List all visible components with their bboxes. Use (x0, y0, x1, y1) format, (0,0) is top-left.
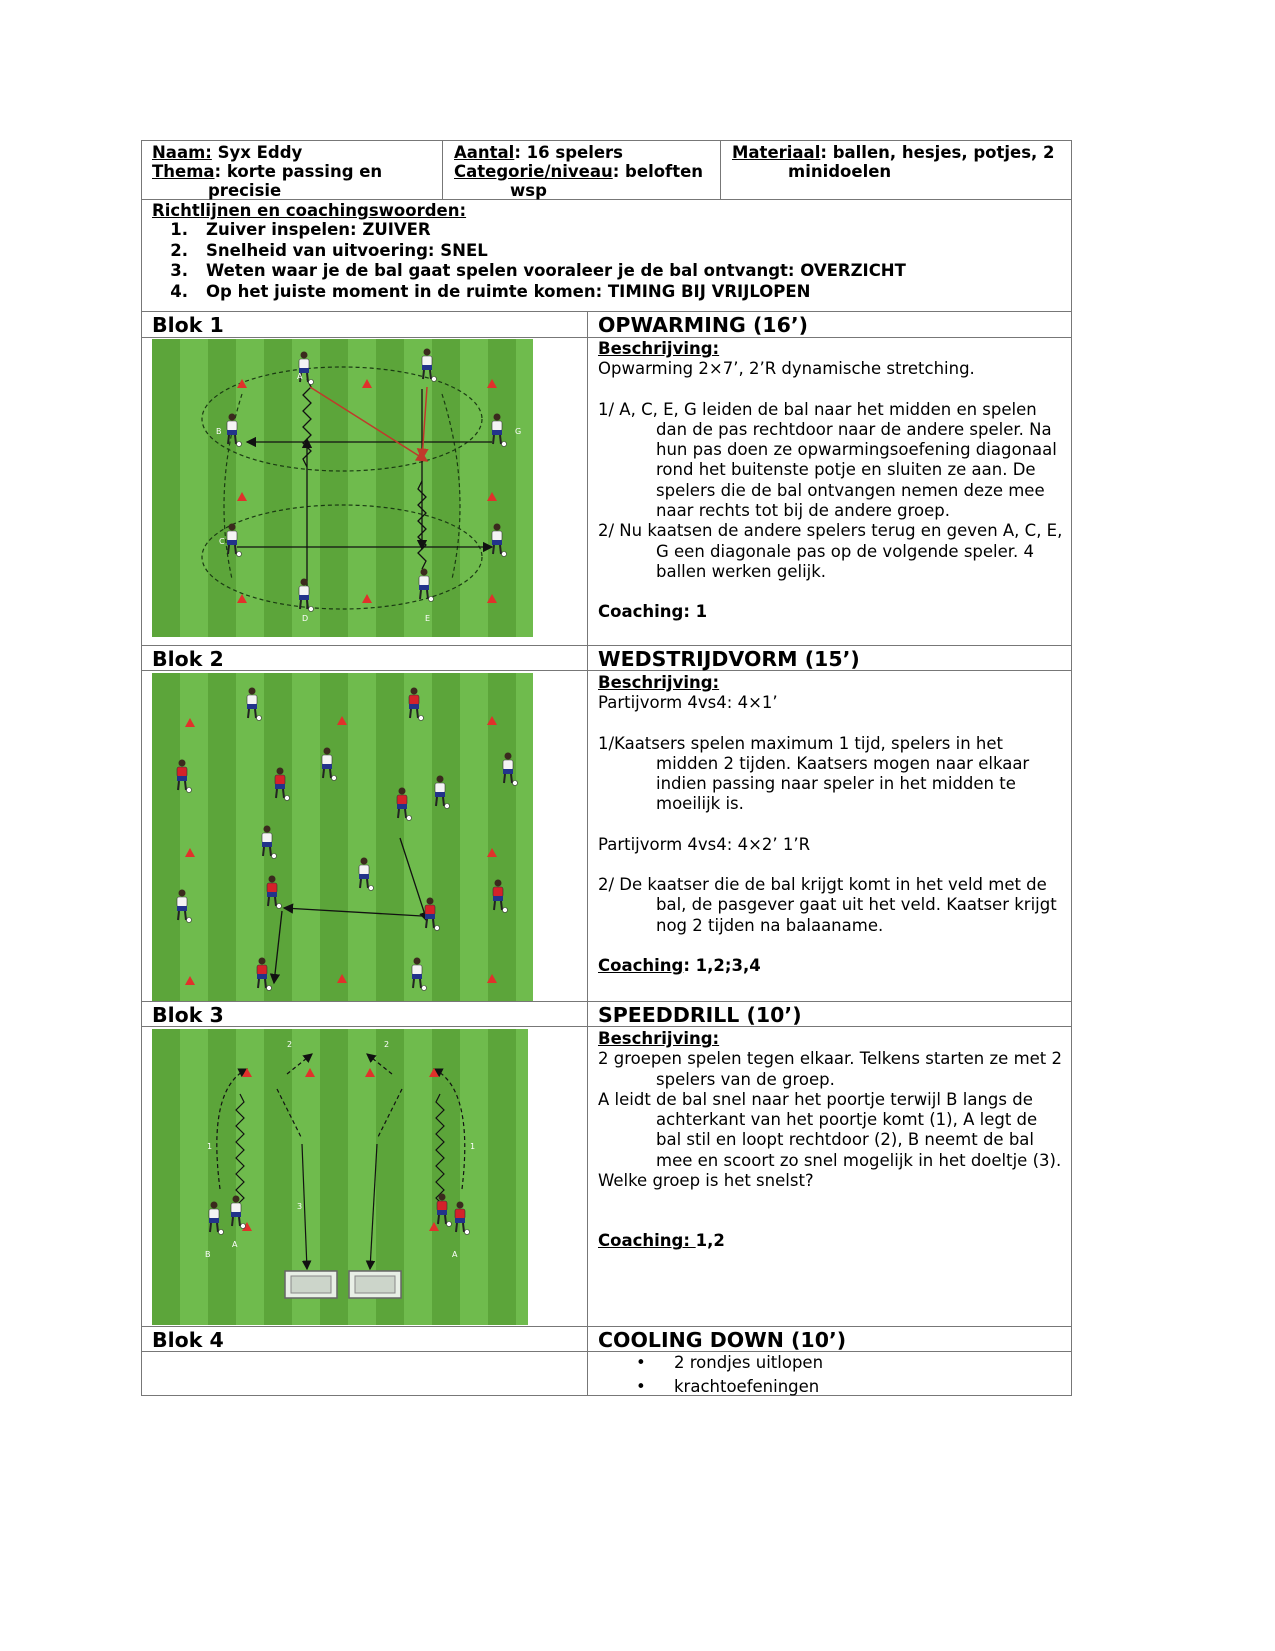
guidelines-list (152, 220, 1062, 302)
row-divider (141, 1326, 1072, 1327)
block-4-label: Blok 4 (152, 1328, 224, 1352)
block-3-label: Blok 3 (152, 1003, 224, 1027)
block-3-desc-lines (598, 1049, 1064, 1231)
block-2-label: Blok 2 (152, 647, 224, 671)
guideline-text: Zuiver inspelen: ZUIVER (206, 220, 431, 239)
cone (487, 974, 497, 983)
cone (429, 1068, 439, 1077)
header-divider-1 (442, 140, 443, 200)
diagram-label: 1 (207, 1142, 213, 1151)
diagram-label: 1 (470, 1142, 476, 1151)
coaching-label: Coaching: 1 (598, 602, 708, 622)
player-white (177, 890, 192, 923)
player-red (455, 1202, 470, 1235)
block-2-desc-lines (598, 693, 1064, 956)
cone (487, 848, 497, 857)
player-red (493, 880, 508, 913)
thema-value: : korte passing en (214, 162, 383, 181)
diagram-label: A (232, 1240, 238, 1249)
guideline-number: 1. (170, 220, 188, 239)
player-white (435, 776, 450, 809)
materiaal-continued: minidoelen (788, 162, 892, 181)
guideline-item (152, 261, 1062, 282)
pass-arrow (274, 911, 282, 983)
warmup-loop (202, 505, 482, 609)
player-white (299, 579, 314, 612)
description-paragraph: Opwarming 2×7’, 2’R dynamische stretching. (598, 359, 975, 379)
diagonal-pass-arrow (422, 387, 427, 459)
guidelines-title: Richtlijnen en coachingswoorden: (152, 201, 467, 220)
description-paragraph: 1/ A, C, E, G leiden de bal naar het midden en spelen dan de pas rechtdoor naar de andere speler. Na hun pas doen ze opwarmingsoefening diagonaal rond het buitenste potje en sluiten ze aan. De spelers die de bal ontvangen nemen deze mee naar rechts tot bij de andere groep. (598, 399, 1057, 521)
shot-arrow (370, 1144, 377, 1269)
diagram-label: 2 (287, 1040, 293, 1049)
cone (365, 1068, 375, 1077)
player-white (227, 524, 242, 557)
run-path (217, 1069, 247, 1189)
description-paragraph: Welke groep is het snelst? (598, 1171, 814, 1191)
drill-diagram-3 (152, 1029, 528, 1325)
guideline-item (152, 241, 1062, 262)
block-3-title: SPEEDDRILL (10’) (598, 1003, 802, 1027)
row-divider (141, 1001, 1072, 1002)
player-labels (216, 372, 521, 623)
block-3-desc-label: Beschrijving: (598, 1029, 720, 1048)
diagram-label: 3 (297, 1202, 303, 1211)
diagram-label: E (425, 614, 431, 623)
description-paragraph (598, 1191, 1064, 1211)
player-white (422, 349, 437, 382)
guideline-text: Op het juiste moment in de ruimte komen: TIMING BIJ VRIJLOPEN (206, 281, 811, 301)
description-paragraph: Partijvorm 4vs4: 4×1’ (598, 693, 778, 713)
header-cell-aantal (454, 143, 716, 200)
diagram-label: B (205, 1250, 211, 1259)
cone (337, 974, 347, 983)
cone (487, 594, 497, 603)
description-paragraph: A leidt de bal snel naar het poortje terwijl B langs de achterkant van het poortje komt (1), A legt de bal stil en loopt rechtdoor (2), B neemt de bal mee en scoort zo snel mogelijk in het doeltje (3). (598, 1089, 1062, 1170)
cooldown-list (588, 1351, 1068, 1399)
cone (362, 379, 372, 388)
description-paragraph (598, 936, 1064, 956)
warmup-loop (442, 394, 460, 579)
block-1-description (598, 339, 1064, 623)
description-paragraph (598, 815, 1064, 835)
guideline-item (152, 282, 1062, 303)
player-white (247, 688, 262, 721)
column-divider (587, 311, 588, 1396)
drill-diagram-3-svg (152, 1029, 528, 1325)
run-path (287, 1054, 312, 1074)
player-white (359, 858, 374, 891)
diagram-label: 2 (384, 1040, 390, 1049)
cone (185, 848, 195, 857)
block-1-desc-lines (598, 359, 1064, 602)
run-path (277, 1089, 302, 1139)
player-red (437, 1194, 452, 1227)
guideline-item (152, 220, 1062, 241)
categorie-continued: wsp (510, 181, 547, 200)
player-white (419, 569, 434, 602)
materiaal-value: : ballen, hesjes, potjes, 2 (820, 143, 1055, 162)
diagram-label: A (452, 1250, 458, 1259)
table-border-top (141, 140, 1072, 141)
player-white (412, 958, 427, 991)
minigoal (285, 1271, 337, 1298)
guideline-text: Weten waar je de bal gaat spelen vooraleer je de bal ontvangt: OVERZICHT (206, 261, 906, 280)
description-paragraph: 2 groepen spelen tegen elkaar. Telkens starten ze met 2 spelers van de groep. (598, 1049, 1063, 1089)
block-4-title: COOLING DOWN (10’) (598, 1328, 847, 1352)
coaching-label: Coaching: (598, 1231, 696, 1251)
shot-arrow (302, 1144, 307, 1269)
block-1-title: OPWARMING (16’) (598, 313, 808, 337)
guideline-text: Snelheid van uitvoering: SNEL (206, 240, 488, 260)
cone (487, 379, 497, 388)
player-white (322, 748, 337, 781)
list-item: • 2 rondjes uitlopen (588, 1351, 1068, 1375)
cone (242, 1068, 252, 1077)
player-white (492, 414, 507, 447)
player-red (425, 898, 440, 931)
player-white (209, 1202, 224, 1235)
table-border-right (1071, 140, 1072, 1396)
run-path (377, 1089, 402, 1139)
guideline-number: 3. (170, 261, 188, 280)
block-1-coaching (598, 602, 1064, 622)
header-cell-materiaal (732, 143, 1067, 181)
materiaal-label: Materiaal (732, 143, 821, 162)
player-white (492, 524, 507, 557)
description-paragraph: 1/Kaatsers spelen maximum 1 tijd, spelers in het midden 2 tijden. Kaatsers mogen naar elkaar indien passing naar speler in het midden te moeilijk is. (598, 733, 1030, 814)
drill-diagram-2 (152, 673, 533, 1001)
cones-group (185, 716, 497, 985)
diagram-label: D (302, 614, 309, 623)
description-paragraph (598, 582, 1064, 602)
drill-diagram-2-svg (152, 673, 533, 1001)
cone (185, 976, 195, 985)
guidelines (152, 201, 1062, 302)
diagram-label: B (216, 427, 222, 436)
block-3-coaching (598, 1231, 1064, 1251)
guideline-number: 4. (170, 281, 188, 301)
drill-diagram-1-svg (152, 339, 533, 637)
coaching-value: 1,2 (695, 1231, 725, 1251)
description-paragraph (598, 714, 1064, 734)
cones-group (242, 1068, 439, 1231)
diagram-label: C (219, 537, 225, 546)
list-item: • krachtoefeningen (588, 1375, 1068, 1399)
categorie-label: Categorie/niveau (454, 162, 613, 181)
block-1-desc-label: Beschrijving: (598, 339, 720, 358)
player-red (177, 760, 192, 793)
run-path (434, 1069, 465, 1189)
row-divider (141, 337, 1072, 338)
description-paragraph (598, 1211, 1064, 1231)
cone (305, 1068, 315, 1077)
cone (487, 492, 497, 501)
players-group (177, 688, 518, 991)
thema-continued: precisie (208, 181, 282, 200)
row-divider (141, 645, 1072, 646)
player-red (409, 688, 424, 721)
block-2-title: WEDSTRIJDVORM (15’) (598, 647, 860, 671)
pass-arrow (284, 908, 422, 916)
cone (237, 492, 247, 501)
description-paragraph (598, 855, 1064, 875)
cones-group (237, 379, 497, 603)
header-cell-naam (152, 143, 437, 200)
cone (487, 716, 497, 725)
cone (237, 594, 247, 603)
player-red (275, 768, 290, 801)
minigoal (349, 1271, 401, 1298)
player-white (503, 753, 518, 786)
block-2-desc-label: Beschrijving: (598, 673, 720, 692)
cone (185, 718, 195, 727)
header-divider-2 (720, 140, 721, 200)
block-3-description (598, 1029, 1064, 1252)
categorie-value: : beloften (612, 162, 704, 181)
description-paragraph: Partijvorm 4vs4: 4×2’ 1’R (598, 834, 811, 854)
player-red (397, 788, 412, 821)
player-white (262, 826, 277, 859)
cone (362, 594, 372, 603)
aantal-value: : 16 spelers (514, 143, 624, 162)
block-2-description (598, 673, 1064, 976)
description-paragraph (598, 380, 1064, 400)
guideline-number: 2. (170, 240, 188, 260)
coaching-value: : 1,2;3,4 (683, 955, 761, 975)
description-paragraph: 2/ Nu kaatsen de andere spelers terug en geven A, C, E, G een diagonale pas op de volgende speler. 4 ballen werken gelijk. (598, 521, 1063, 581)
row-divider (141, 311, 1072, 312)
player-white (227, 414, 242, 447)
block-1-label: Blok 1 (152, 313, 224, 337)
diagram-label: G (515, 427, 522, 436)
block-2-coaching (598, 956, 1064, 976)
block-4-content (588, 1351, 1068, 1399)
player-red (257, 958, 272, 991)
player-white (231, 1196, 246, 1229)
player-red (267, 876, 282, 909)
thema-label: Thema (152, 162, 215, 181)
diagram-label: A (297, 372, 303, 381)
coaching-label: Coaching (598, 955, 684, 975)
aantal-label: Aantal (454, 143, 515, 162)
naam-label: Naam: (152, 143, 212, 162)
table-border-left (141, 140, 142, 1396)
pass-arrow (400, 838, 427, 921)
description-paragraph: 2/ De kaatser die de bal krijgt komt in het veld met de bal, de pasgever gaat uit het veld. Kaatser krijgt nog 2 tijden na balaaname. (598, 875, 1057, 935)
naam-value: Syx Eddy (211, 143, 303, 162)
drill-diagram-1 (152, 339, 533, 637)
diagonal-pass-arrow (310, 387, 427, 461)
cone (337, 716, 347, 725)
